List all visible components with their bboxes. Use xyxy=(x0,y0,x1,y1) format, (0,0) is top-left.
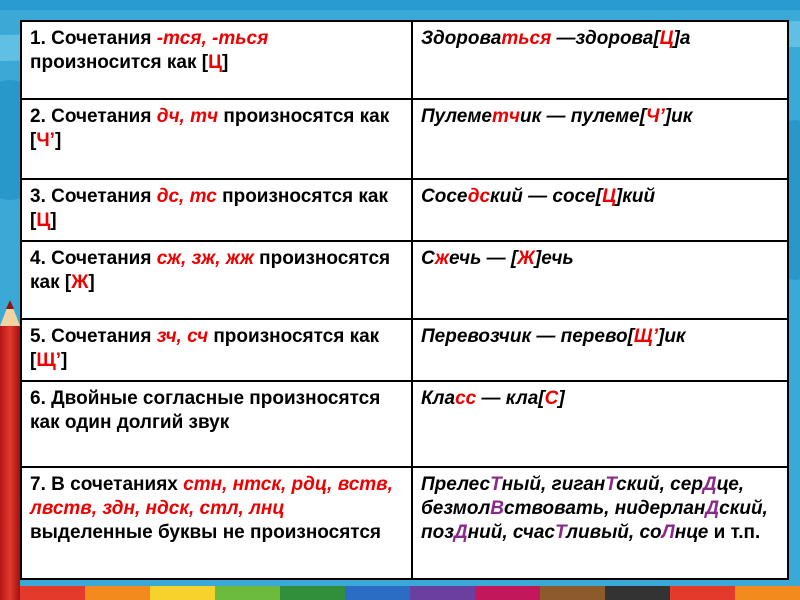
pronunciation-rules-table xyxy=(20,20,789,580)
rule-text: 4. Сочетания xyxy=(30,248,157,269)
example-text: ]ик xyxy=(664,106,693,127)
letter-combination: дс, тс xyxy=(156,186,217,207)
highlighted-sound: ж xyxy=(434,248,449,269)
rule-row xyxy=(21,241,788,319)
example-text: ]ик xyxy=(658,326,686,347)
highlighted-sound: Ч’ xyxy=(36,130,55,151)
rule-text: 6. Двойные согласные произносятся как один долгий звук xyxy=(30,388,381,433)
example-text: —здорова[ xyxy=(551,28,660,49)
highlighted-sound: Ц xyxy=(602,186,616,207)
example-text: ]а xyxy=(673,28,691,49)
silent-letter: Д xyxy=(702,474,717,495)
rule-text: 5. Сочетания xyxy=(30,326,157,347)
rule-row xyxy=(21,21,788,99)
silent-letter: Д xyxy=(453,522,468,543)
rule-text: 2. Сочетания xyxy=(30,106,157,127)
highlighted-sound: дс xyxy=(467,186,491,207)
rule-cell xyxy=(21,241,412,319)
highlighted-sound: Щ’ xyxy=(36,350,61,371)
rule-cell xyxy=(21,179,412,241)
rule-cell xyxy=(21,319,412,381)
example-text: Здорова xyxy=(421,28,502,49)
rule-text: ] xyxy=(221,52,229,73)
highlighted-sound: Ж xyxy=(517,248,535,269)
letter-combination: -тся, -ться xyxy=(156,28,269,49)
highlighted-sound: Щ’ xyxy=(633,326,658,347)
rule-row xyxy=(21,381,788,467)
silent-letter: Т xyxy=(605,474,617,495)
highlighted-sound: тч xyxy=(492,106,520,127)
example-text: ик — пулеме[ xyxy=(519,106,647,127)
example-cell xyxy=(412,99,788,179)
letter-combination: зч, сч xyxy=(156,326,209,347)
letter-combination: сж, зж, жж xyxy=(156,248,254,269)
example-cell xyxy=(412,467,788,579)
rule-row xyxy=(21,99,788,179)
silent-letter: Т xyxy=(490,474,502,495)
paint-stripe xyxy=(0,0,800,10)
rule-text: ] xyxy=(60,350,68,371)
example-cell xyxy=(412,319,788,381)
rule-text: произносятся как [ xyxy=(30,326,380,371)
silent-letter: Д xyxy=(705,498,720,519)
rule-row xyxy=(21,319,788,381)
example-suffix: и т.п. xyxy=(708,522,761,543)
example-text: Сосе xyxy=(421,186,468,207)
example-text: Кла xyxy=(421,388,456,409)
example-text: Пулеме xyxy=(421,106,492,127)
example-cell xyxy=(412,21,788,99)
rule-text: 1. Сочетания xyxy=(30,28,157,49)
rule-text: ] xyxy=(50,210,57,231)
highlighted-sound: сс xyxy=(455,388,477,409)
colored-pencils xyxy=(20,586,800,600)
example-text: ]ечь xyxy=(534,248,574,269)
rule-cell xyxy=(21,381,412,467)
highlighted-sound: Ц xyxy=(659,28,674,49)
example-text: ечь — [ xyxy=(448,248,518,269)
highlighted-sound: ться xyxy=(501,28,552,49)
red-pencil xyxy=(0,300,20,600)
silent-letter: В xyxy=(490,498,505,519)
highlighted-sound: С xyxy=(544,388,559,409)
example-cell xyxy=(412,179,788,241)
rule-cell xyxy=(21,467,412,579)
highlighted-sound: Ж xyxy=(71,272,89,293)
rule-text: 3. Сочетания xyxy=(30,186,157,207)
example-text: ]кий xyxy=(615,186,656,207)
rule-text: произносятся как [ xyxy=(30,106,390,151)
example-text: Перевозчик — перево[ xyxy=(421,326,634,347)
letter-combination: стн, нтск, рдц, вств, лвств, здн, ндск, стл, лнц xyxy=(30,474,393,519)
rule-text: ] xyxy=(54,130,62,151)
rule-cell xyxy=(21,99,412,179)
highlighted-sound: Ч’ xyxy=(646,106,665,127)
rule-text: 7. В сочетаниях xyxy=(30,474,184,495)
example-text: ] xyxy=(558,388,565,409)
example-cell xyxy=(412,241,788,319)
rule-row xyxy=(21,467,788,579)
rule-text: произносится как [ xyxy=(30,52,209,73)
rule-text: выделенные буквы не произносятся xyxy=(30,522,382,543)
rule-text: произносятся как [ xyxy=(30,248,391,293)
rule-text: ] xyxy=(88,272,95,293)
highlighted-sound: Ц xyxy=(208,52,222,73)
silent-letter: Т xyxy=(555,522,567,543)
example-text: кий — сосе[ xyxy=(490,186,603,207)
letter-combination: дч, тч xyxy=(156,106,219,127)
example-text: С xyxy=(421,248,435,269)
silent-letter-examples: ПрелесТный, гиганТский, серДце, безмолВствовать, нидерланДский, позДний, счасТливый, соЛнце xyxy=(421,474,768,543)
silent-letter: Л xyxy=(661,522,675,543)
example-text: — кла[ xyxy=(476,388,545,409)
rule-row xyxy=(21,179,788,241)
rule-text: произносятся как [ xyxy=(30,186,388,231)
highlighted-sound: Ц xyxy=(36,210,51,231)
rule-cell xyxy=(21,21,412,99)
example-cell xyxy=(412,381,788,467)
